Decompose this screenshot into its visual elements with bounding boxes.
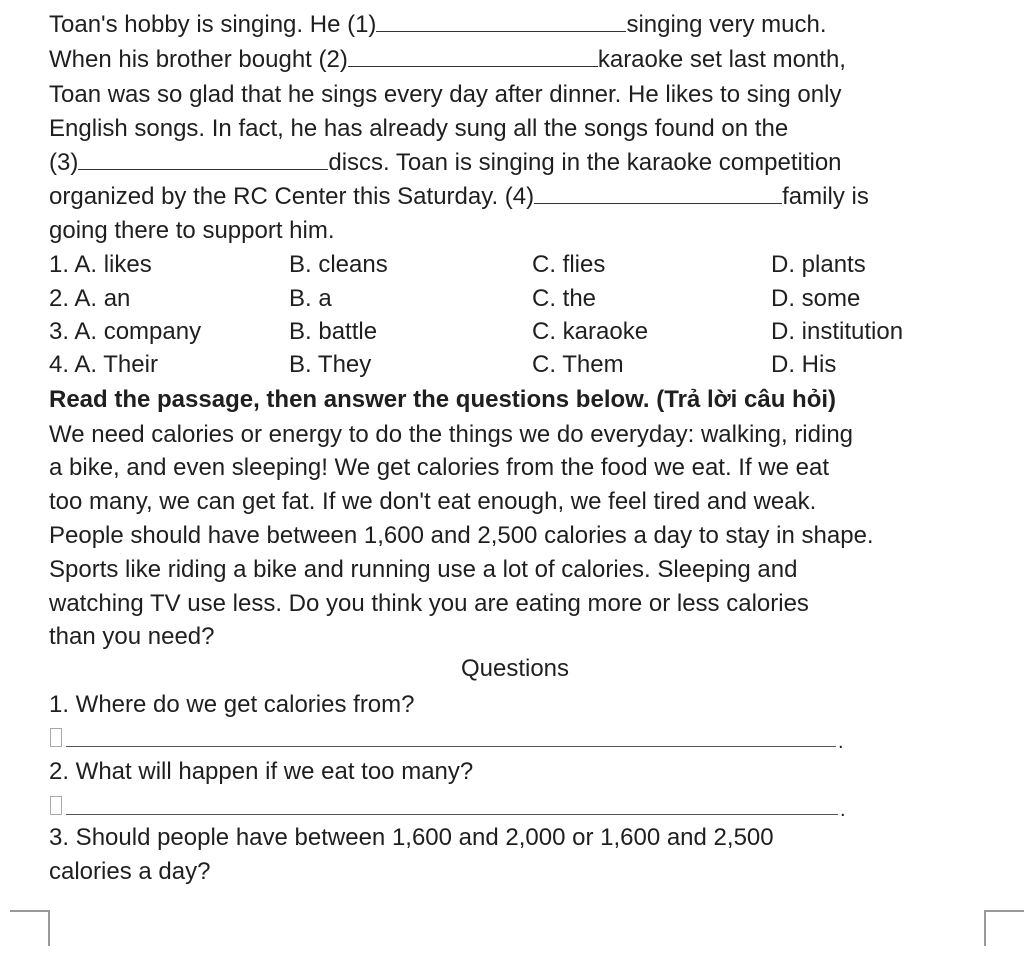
option-4b: B. They: [289, 351, 372, 378]
passage-line-4: English songs. In fact, he has already sung all the songs found on the: [49, 115, 789, 142]
corner-mark-right: [984, 910, 1024, 946]
option-3a: 3. A. company: [49, 318, 202, 345]
option-1c: C. flies: [532, 251, 606, 278]
option-4d: D. His: [771, 351, 837, 378]
passage-line-2: When his brother bought (2) karaoke set last month,: [49, 46, 846, 73]
reading-line-1: We need calories or energy to do the things we do everyday: walking, riding: [49, 421, 854, 448]
reading-line-4: People should have between 1,600 and 2,500 calories a day to stay in shape.: [49, 522, 874, 549]
passage-line-5: (3) discs. Toan is singing in the karaoke competition: [49, 149, 842, 176]
answer-checkbox-2[interactable]: [50, 796, 62, 815]
answer-checkbox-1[interactable]: [50, 728, 62, 747]
option-2a: 2. A. an: [49, 285, 131, 312]
blank-number-4: (4): [504, 183, 535, 210]
answer-end-dot-1: .: [838, 731, 844, 753]
option-2d: D. some: [771, 285, 861, 312]
blank-2: [348, 46, 598, 67]
passage-line-6: organized by the RC Center this Saturday. (4) family is: [49, 183, 869, 210]
answer-line-2[interactable]: [66, 814, 838, 815]
passage-line-3: Toan was so glad that he sings every day after dinner. He likes to sing only: [49, 81, 842, 108]
reading-instruction: Read the passage, then answer the questions below. (Trả lời câu hỏi): [49, 386, 837, 413]
blank-1: [376, 11, 626, 32]
questions-heading: Questions: [460, 655, 570, 682]
answer-line-1[interactable]: [66, 746, 836, 747]
blank-4: [534, 183, 782, 204]
option-3d: D. institution: [771, 318, 904, 345]
option-4c: C. Them: [532, 351, 624, 378]
reading-line-2: a bike, and even sleeping! We get calories from the food we eat. If we eat: [49, 454, 830, 481]
option-2c: C. the: [532, 285, 597, 312]
option-2b: B. a: [289, 285, 332, 312]
cut-off-text: [288, 0, 382, 5]
blank-3: [78, 149, 328, 170]
option-3c: C. karaoke: [532, 318, 649, 345]
question-2: 2. What will happen if we eat too many?: [49, 758, 474, 785]
question-3-line-1: 3. Should people have between 1,600 and 2,000 or 1,600 and 2,500: [49, 824, 774, 851]
blank-number-2: (2): [318, 46, 348, 73]
blank-number-1: (1): [347, 11, 377, 38]
question-1: 1. Where do we get calories from?: [49, 691, 415, 718]
option-3b: B. battle: [289, 318, 378, 345]
option-4a: 4. A. Their: [49, 351, 158, 378]
question-3-line-2: calories a day?: [49, 858, 211, 885]
reading-line-5: Sports like riding a bike and running use a lot of calories. Sleeping and: [49, 556, 798, 583]
corner-mark-left: [10, 910, 50, 946]
answer-end-dot-2: .: [840, 799, 846, 821]
reading-line-7: than you need?: [49, 623, 215, 650]
passage-line-7: going there to support him.: [49, 217, 335, 244]
cut-off-text: [52, 0, 148, 5]
option-1a: 1. A. likes: [49, 251, 152, 278]
blank-number-3: (3): [49, 149, 79, 176]
option-1d: D. plants: [771, 251, 866, 278]
option-1b: B. cleans: [289, 251, 388, 278]
reading-line-6: watching TV use less. Do you think you are eating more or less calories: [49, 590, 809, 617]
cut-off-text: [520, 0, 590, 5]
passage-line-1: Toan's hobby is singing. He (1) singing very much.: [49, 11, 827, 38]
reading-line-3: too many, we can get fat. If we don't eat enough, we feel tired and weak.: [49, 488, 817, 515]
cut-off-text: [760, 0, 842, 5]
